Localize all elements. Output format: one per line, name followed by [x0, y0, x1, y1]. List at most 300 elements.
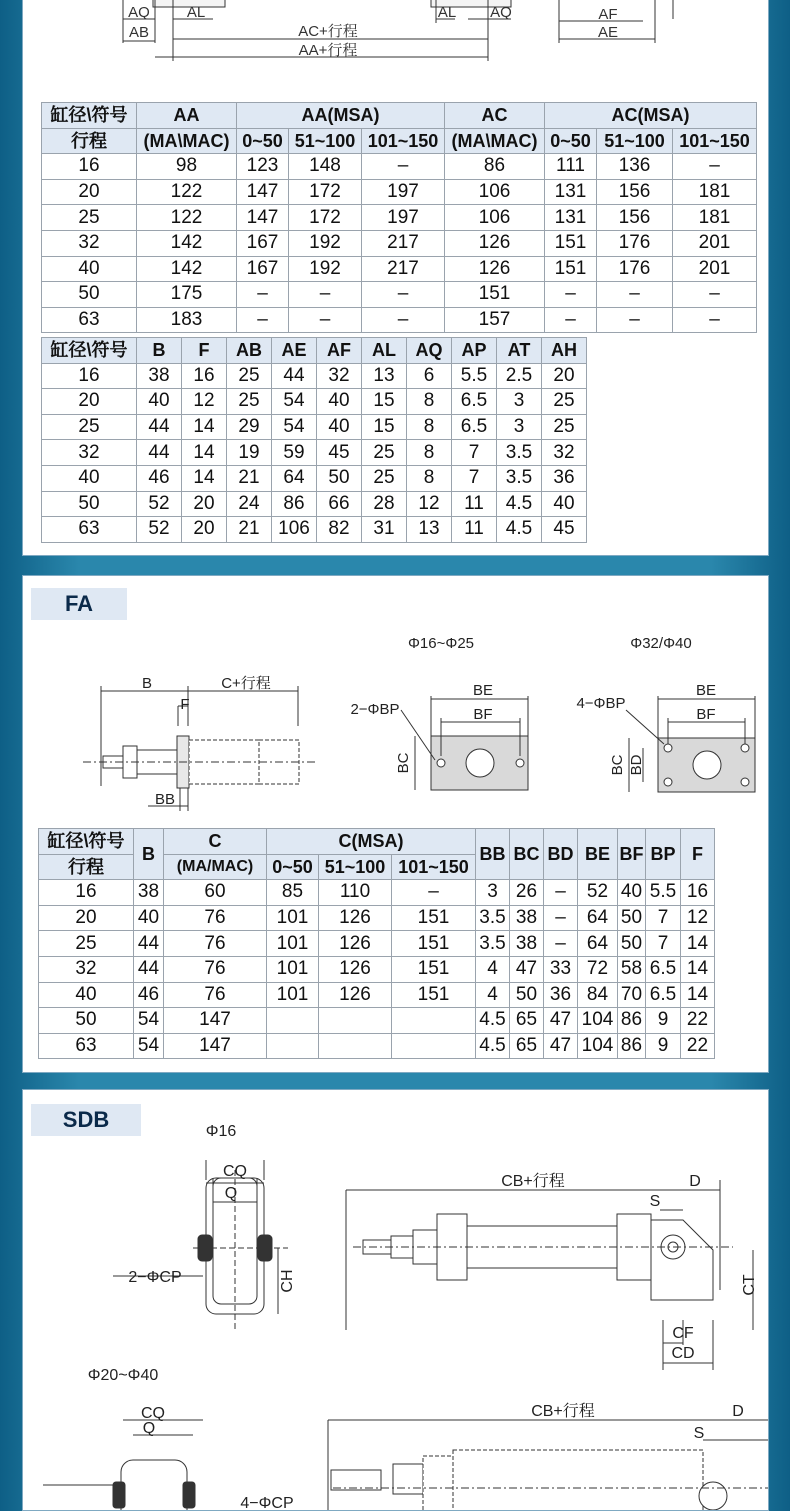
table-row	[42, 517, 587, 543]
sdb-q-large: Q	[142, 1420, 156, 1437]
table-cell: 106	[445, 179, 545, 205]
table-cell: 38	[510, 905, 544, 931]
table-cell: 21	[227, 517, 272, 543]
table-cell: 4.5	[476, 1033, 510, 1059]
table-cell: 110	[319, 880, 392, 906]
table-cell: 86	[272, 491, 317, 517]
table-cell: 32	[317, 363, 362, 389]
table-cell: 54	[272, 389, 317, 415]
table-cell: 106	[272, 517, 317, 543]
sdb-range-large: Φ20~Φ40	[87, 1367, 159, 1384]
table-cell: 50	[510, 982, 544, 1008]
table-cell: 151	[392, 956, 476, 982]
table-cell: 20	[182, 517, 227, 543]
sdb-d-label: D	[689, 1173, 701, 1190]
table-cell: 31	[362, 517, 407, 543]
table-cell: –	[597, 282, 673, 308]
table-row	[42, 205, 757, 231]
table-cell: 40	[42, 465, 137, 491]
table-cell: 3.5	[476, 905, 510, 931]
table-cell: 20	[42, 389, 137, 415]
table-cell: 85	[267, 880, 319, 906]
table-cell: –	[673, 154, 757, 180]
table-cell: 63	[42, 307, 137, 333]
table-cell: 25	[362, 465, 407, 491]
header-bore: 缸径\符号	[39, 829, 134, 855]
table-cell: 47	[544, 1033, 578, 1059]
table-cell: 151	[545, 230, 597, 256]
table-cell: 54	[134, 1008, 164, 1034]
mounting-dimension-table	[41, 337, 587, 543]
table-cell: 40	[317, 414, 362, 440]
table-cell: 22	[681, 1033, 715, 1059]
header-stroke: 行程	[42, 128, 137, 154]
table-cell: 25	[362, 440, 407, 466]
sdb-q-small: Q	[224, 1185, 238, 1202]
table-cell: 70	[618, 982, 646, 1008]
table-cell: 8	[407, 389, 452, 415]
table-cell: 52	[137, 517, 182, 543]
table-cell: 3	[497, 414, 542, 440]
table-cell: 151	[545, 256, 597, 282]
table-cell: 24	[227, 491, 272, 517]
table-cell: 11	[452, 491, 497, 517]
table-cell: 7	[452, 440, 497, 466]
table-cell: 44	[137, 440, 182, 466]
table-cell: 201	[673, 230, 757, 256]
header-cell: 缸径\符号	[42, 338, 137, 364]
table-cell: 40	[134, 905, 164, 931]
label-aq-right: AQ	[490, 4, 512, 21]
top-drawing	[23, 0, 768, 99]
table-cell: 60	[164, 880, 267, 906]
table-cell: 25	[42, 205, 137, 231]
header-range: 51~100	[289, 128, 362, 154]
table-cell: 6	[407, 363, 452, 389]
sdb-range-small: Φ16	[205, 1123, 237, 1140]
table-cell: 104	[578, 1033, 618, 1059]
table-cell: 98	[137, 154, 237, 180]
table-cell: 16	[681, 880, 715, 906]
fa-bd-large: BD	[628, 754, 645, 776]
table-row	[39, 982, 715, 1008]
fa-range-small: Φ16~Φ25	[407, 635, 475, 652]
table-cell: 25	[542, 389, 587, 415]
table-cell: 64	[272, 465, 317, 491]
table-cell: 126	[319, 956, 392, 982]
table-cell: 14	[182, 440, 227, 466]
table-cell: 11	[452, 517, 497, 543]
table-cell: 217	[362, 256, 445, 282]
table-cell: 2.5	[497, 363, 542, 389]
label-af: AF	[598, 6, 618, 23]
table-cell: 25	[227, 363, 272, 389]
table-cell: 111	[545, 154, 597, 180]
table-cell: –	[544, 931, 578, 957]
table-cell: 142	[137, 230, 237, 256]
header-cell: B	[137, 338, 182, 364]
table-cell: –	[289, 307, 362, 333]
table-cell: –	[597, 307, 673, 333]
table-cell: 156	[597, 205, 673, 231]
header-f: F	[681, 829, 715, 880]
fa-bf-small: BF	[473, 706, 493, 723]
table-cell: 76	[164, 905, 267, 931]
fa-panel	[22, 575, 769, 1073]
table-cell: 50	[317, 465, 362, 491]
table-cell: 54	[134, 1033, 164, 1059]
table-cell: 14	[681, 956, 715, 982]
header-aa-ma: (MA\MAC)	[137, 128, 237, 154]
header-ac: AC	[445, 103, 545, 129]
sdb-drawings	[23, 1090, 768, 1510]
table-cell: –	[544, 880, 578, 906]
fa-hole-4: 4−ΦBP	[576, 695, 626, 712]
table-cell: 76	[164, 982, 267, 1008]
fa-bc-small: BC	[395, 752, 412, 774]
table-cell: 45	[542, 517, 587, 543]
table-row	[42, 363, 587, 389]
table-cell: –	[673, 307, 757, 333]
table-cell: 126	[445, 230, 545, 256]
table-cell: 101	[267, 905, 319, 931]
sdb-ch-label: CH	[279, 1269, 296, 1293]
table-cell: 58	[618, 956, 646, 982]
header-bb: BB	[476, 829, 510, 880]
sdb-s-label-large: S	[693, 1425, 705, 1442]
header-be: BE	[578, 829, 618, 880]
table-cell: 151	[392, 982, 476, 1008]
table-cell: 147	[237, 205, 289, 231]
table-cell	[319, 1008, 392, 1034]
table-cell: 28	[362, 491, 407, 517]
table-cell: –	[289, 282, 362, 308]
table-cell: –	[237, 282, 289, 308]
table-cell: 7	[646, 905, 681, 931]
table-cell: 44	[272, 363, 317, 389]
header-bf: BF	[618, 829, 646, 880]
header-cell: AF	[317, 338, 362, 364]
table-cell: 46	[134, 982, 164, 1008]
table2-header-row	[42, 338, 587, 364]
table-cell: 6.5	[646, 956, 681, 982]
table-cell: 9	[646, 1008, 681, 1034]
sdb-cb-stroke-large: CB+行程	[531, 1403, 595, 1420]
table-cell: 126	[319, 931, 392, 957]
table-cell: 151	[445, 282, 545, 308]
table-cell: 63	[39, 1033, 134, 1059]
table-cell: 54	[272, 414, 317, 440]
table-cell	[392, 1033, 476, 1059]
table-cell: 12	[407, 491, 452, 517]
table-cell: 40	[618, 880, 646, 906]
header-b: B	[134, 829, 164, 880]
header-ac-ma: (MA\MAC)	[445, 128, 545, 154]
table-cell: 148	[289, 154, 362, 180]
table-row	[42, 230, 757, 256]
table-cell: 32	[542, 440, 587, 466]
table-cell: 12	[182, 389, 227, 415]
table-cell: 181	[673, 205, 757, 231]
table-cell: 50	[42, 282, 137, 308]
table-cell: 3	[497, 389, 542, 415]
sdb-cp-label-large: 4−ΦCP	[240, 1495, 294, 1510]
fa-dim-bb: BB	[154, 791, 176, 808]
table-cell: 45	[317, 440, 362, 466]
table-row	[39, 880, 715, 906]
fa-bf-large: BF	[696, 706, 716, 723]
header-bore: 缸径\符号	[42, 103, 137, 129]
table-cell	[267, 1033, 319, 1059]
table-cell: 25	[227, 389, 272, 415]
table-row	[42, 465, 587, 491]
table-cell: 64	[578, 931, 618, 957]
header-range: 51~100	[319, 854, 392, 880]
table-cell: 101	[267, 931, 319, 957]
header-range: 101~150	[362, 128, 445, 154]
sdb-cq-small: CQ	[223, 1163, 247, 1180]
label-aq-left: AQ	[128, 4, 150, 21]
header-aa: AA	[137, 103, 237, 129]
table-cell: 126	[319, 905, 392, 931]
table-cell: 46	[137, 465, 182, 491]
table-cell: 38	[137, 363, 182, 389]
header-c: C	[164, 829, 267, 855]
table-cell: 4	[476, 956, 510, 982]
table-cell: 20	[42, 179, 137, 205]
table-row	[42, 179, 757, 205]
table-cell: 65	[510, 1008, 544, 1034]
table-cell: 32	[42, 440, 137, 466]
label-aa-stroke: AA+行程	[298, 42, 358, 59]
table-row	[42, 154, 757, 180]
fa-drawings	[23, 576, 768, 826]
table-row	[42, 282, 757, 308]
table-cell: 142	[137, 256, 237, 282]
table-cell: 3.5	[497, 465, 542, 491]
table-cell: 20	[39, 905, 134, 931]
header-bp: BP	[646, 829, 681, 880]
table-cell: 36	[542, 465, 587, 491]
sdb-cq-large: CQ	[141, 1405, 165, 1422]
table-row	[42, 440, 587, 466]
header-c-msa: C(MSA)	[267, 829, 476, 855]
table-cell: 126	[319, 982, 392, 1008]
sdb-d-label-large: D	[732, 1403, 744, 1420]
table-cell: 4.5	[497, 517, 542, 543]
header-bd: BD	[544, 829, 578, 880]
table-cell: 40	[42, 256, 137, 282]
table-cell: 157	[445, 307, 545, 333]
table-row	[42, 256, 757, 282]
table-cell: 25	[42, 414, 137, 440]
table-cell: 4.5	[476, 1008, 510, 1034]
table-cell: 183	[137, 307, 237, 333]
table-cell: 63	[42, 517, 137, 543]
table-cell	[267, 1008, 319, 1034]
table-cell: 131	[545, 205, 597, 231]
table-cell: 175	[137, 282, 237, 308]
header-cell: AQ	[407, 338, 452, 364]
table-row	[39, 1008, 715, 1034]
table-cell: 122	[137, 205, 237, 231]
fa-hole-2: 2−ΦBP	[350, 701, 400, 718]
header-cell: AH	[542, 338, 587, 364]
header-stroke: 行程	[39, 854, 134, 880]
table-cell: 76	[164, 956, 267, 982]
table-cell: 84	[578, 982, 618, 1008]
table-cell: 13	[407, 517, 452, 543]
header-cell: AP	[452, 338, 497, 364]
header-cell: AE	[272, 338, 317, 364]
header-range: 101~150	[673, 128, 757, 154]
table-cell: 6.5	[452, 414, 497, 440]
table-cell: 86	[445, 154, 545, 180]
table-cell: 47	[544, 1008, 578, 1034]
table-cell: –	[362, 154, 445, 180]
fa-be-large: BE	[695, 682, 717, 699]
table-cell: –	[545, 307, 597, 333]
table-cell: 131	[545, 179, 597, 205]
fa-dim-f: F	[180, 696, 190, 713]
table-cell	[319, 1033, 392, 1059]
table-cell: 25	[542, 414, 587, 440]
table-cell: 126	[445, 256, 545, 282]
table-cell: 217	[362, 230, 445, 256]
table-cell: 147	[164, 1008, 267, 1034]
table-cell: 197	[362, 205, 445, 231]
label-ac-stroke: AC+行程	[298, 23, 358, 40]
table-cell: 38	[134, 880, 164, 906]
table-cell: 172	[289, 179, 362, 205]
table-cell: 101	[267, 956, 319, 982]
table-cell: 20	[182, 491, 227, 517]
table-cell: 20	[542, 363, 587, 389]
table-cell: –	[362, 282, 445, 308]
table-cell: 25	[39, 931, 134, 957]
table-cell: 3.5	[476, 931, 510, 957]
table-row	[42, 414, 587, 440]
table-cell: 36	[544, 982, 578, 1008]
fa-bc-large: BC	[609, 754, 626, 776]
table-cell: 19	[227, 440, 272, 466]
table-cell: 197	[362, 179, 445, 205]
table-row	[42, 389, 587, 415]
table-cell: 72	[578, 956, 618, 982]
table-cell: 176	[597, 230, 673, 256]
table-cell: 151	[392, 931, 476, 957]
table-cell: 52	[578, 880, 618, 906]
sdb-cp-label: 2−ΦCP	[128, 1269, 182, 1286]
table-cell: 147	[237, 179, 289, 205]
table-cell: 7	[646, 931, 681, 957]
header-aa-msa: AA(MSA)	[237, 103, 445, 129]
table-cell: 15	[362, 414, 407, 440]
table-cell: 101	[267, 982, 319, 1008]
table-cell: 86	[618, 1008, 646, 1034]
table-cell: –	[544, 905, 578, 931]
header-range: 0~50	[267, 854, 319, 880]
sdb-ct-label: CT	[741, 1274, 758, 1296]
fa-be-small: BE	[472, 682, 494, 699]
table-cell: 147	[164, 1033, 267, 1059]
table-cell: 44	[137, 414, 182, 440]
table-cell: 14	[681, 931, 715, 957]
table-cell: 40	[542, 491, 587, 517]
table-cell: 192	[289, 256, 362, 282]
table-cell: 50	[42, 491, 137, 517]
table-cell: 32	[39, 956, 134, 982]
table-cell: 29	[227, 414, 272, 440]
sdb-cf-label: CF	[672, 1325, 694, 1342]
header-range: 101~150	[392, 854, 476, 880]
table-cell	[392, 1008, 476, 1034]
table-cell: 13	[362, 363, 407, 389]
table-cell: 16	[42, 154, 137, 180]
table-cell: 14	[681, 982, 715, 1008]
table-cell: 38	[510, 931, 544, 957]
table-row	[39, 905, 715, 931]
table-cell: –	[362, 307, 445, 333]
table-cell: 65	[510, 1033, 544, 1059]
table-cell: 47	[510, 956, 544, 982]
table-cell: 8	[407, 465, 452, 491]
sdb-s-label: S	[649, 1193, 661, 1210]
header-cell: F	[182, 338, 227, 364]
aa-ac-table	[41, 102, 757, 333]
table-cell: 44	[134, 931, 164, 957]
table-cell: –	[545, 282, 597, 308]
header-cell: AT	[497, 338, 542, 364]
label-al-right: AL	[437, 4, 457, 21]
fa-dim-c-stroke: C+行程	[221, 675, 271, 692]
table-cell: 123	[237, 154, 289, 180]
table-cell: 5.5	[452, 363, 497, 389]
label-ab: AB	[128, 24, 150, 41]
table-cell: 4.5	[497, 491, 542, 517]
table-cell: 21	[227, 465, 272, 491]
header-range: 0~50	[237, 128, 289, 154]
header-range: 0~50	[545, 128, 597, 154]
table-cell: 6.5	[646, 982, 681, 1008]
table-cell: 50	[618, 931, 646, 957]
table-cell: 9	[646, 1033, 681, 1059]
header-ac-msa: AC(MSA)	[545, 103, 757, 129]
table-cell: 50	[39, 1008, 134, 1034]
table-cell: 82	[317, 517, 362, 543]
table-row	[39, 956, 715, 982]
table-cell: 156	[597, 179, 673, 205]
table-cell: 167	[237, 256, 289, 282]
table-cell: 8	[407, 414, 452, 440]
header-bc: BC	[510, 829, 544, 880]
table-cell: 22	[681, 1008, 715, 1034]
table-cell: –	[673, 282, 757, 308]
table-cell: 64	[578, 905, 618, 931]
label-al-left: AL	[186, 4, 206, 21]
table-cell: 181	[673, 179, 757, 205]
table-cell: 16	[182, 363, 227, 389]
table-cell: 76	[164, 931, 267, 957]
table-cell: 16	[42, 363, 137, 389]
label-ae: AE	[597, 24, 619, 41]
table-cell: 136	[597, 154, 673, 180]
table-row	[39, 931, 715, 957]
table-cell: 40	[39, 982, 134, 1008]
fa-dimension-table	[38, 828, 715, 1059]
table-cell: 26	[510, 880, 544, 906]
table-cell: 3.5	[497, 440, 542, 466]
